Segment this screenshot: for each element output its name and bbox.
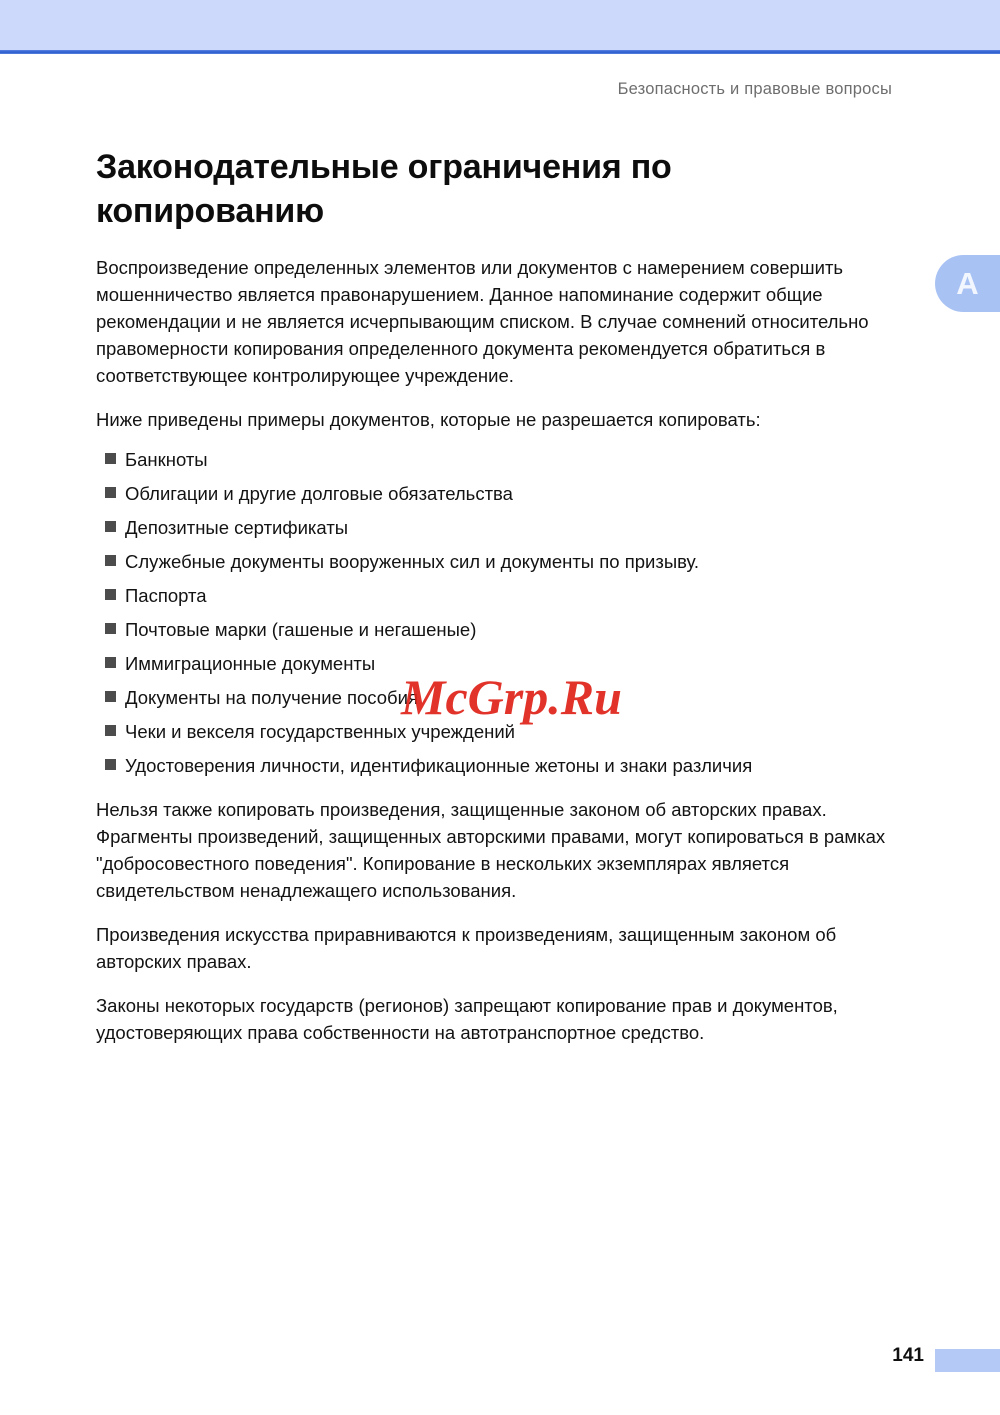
square-bullet-icon: [105, 725, 116, 736]
vehicle-paragraph: Законы некоторых государств (регионов) запрещают копирование прав и документов, удостоверяющих права собственности на автотранспортное средство.: [96, 995, 838, 1043]
list-item-text: Банкноты: [125, 449, 208, 470]
square-bullet-icon: [105, 589, 116, 600]
list-item-text: Служебные документы вооруженных сил и документы по призыву.: [125, 551, 700, 572]
list-item: [96, 514, 920, 541]
forbidden-documents-list: [96, 446, 920, 779]
list-item-text: Облигации и другие долговые обязательства: [125, 483, 513, 504]
copyright-paragraph: Нельзя также копировать произведения, защищенные законом об авторских правах. Фрагменты произведений, защищенных авторскими правами, могут копироваться в рамках "добросовестного поведения". Копирование в нескольких экземплярах является свидетельством ненадлежащего использования.: [96, 799, 886, 901]
list-item: [96, 582, 920, 609]
chapter-tab-a: A: [935, 255, 1000, 312]
intro-paragraph: Воспроизведение определенных элементов или документов с намерением совершить мошенничество является правонарушением. Данное напоминание содержит общие рекомендации и не является исчерпывающим списком. В случае сомнений относительно правомерности копирования определенного документа рекомендуется обратиться в соответствующее контролирующее учреждение.: [96, 257, 869, 386]
square-bullet-icon: [105, 623, 116, 634]
square-bullet-icon: [105, 759, 116, 770]
art-paragraph: Произведения искусства приравниваются к произведениям, защищенным законом об авторских правах.: [96, 924, 837, 972]
list-item-text: Удостоверения личности, идентификационные жетоны и знаки различия: [125, 755, 753, 776]
watermark-text: McGrp.Ru: [401, 669, 622, 725]
running-header: Безопасность и правовые вопросы: [617, 80, 892, 98]
list-item: [96, 616, 920, 643]
list-item-text: Паспорта: [125, 585, 207, 606]
square-bullet-icon: [105, 521, 116, 532]
square-bullet-icon: [105, 453, 116, 464]
list-item-text: Чеки и векселя государственных учреждений: [125, 721, 515, 742]
square-bullet-icon: [105, 487, 116, 498]
footer-decorative-bar: [935, 1349, 1000, 1372]
list-item-text: Иммиграционные документы: [125, 653, 376, 674]
top-decorative-band: [0, 0, 1000, 50]
square-bullet-icon: [105, 691, 116, 702]
list-item: [96, 480, 920, 507]
list-item-text: Документы на получение пособия: [125, 687, 419, 708]
square-bullet-icon: [105, 657, 116, 668]
list-item-text: Депозитные сертификаты: [125, 517, 349, 538]
list-item: [96, 548, 920, 575]
list-item: [96, 752, 920, 779]
page-content: [96, 145, 920, 1046]
square-bullet-icon: [105, 555, 116, 566]
list-item: [96, 446, 920, 473]
page-number: 141: [892, 1345, 924, 1366]
page-title: Законодательные ограничения по копированию: [96, 148, 672, 230]
list-intro-paragraph: Ниже приведены примеры документов, которые не разрешается копировать:: [96, 409, 761, 430]
list-item-text: Почтовые марки (гашеные и негашеные): [125, 619, 477, 640]
